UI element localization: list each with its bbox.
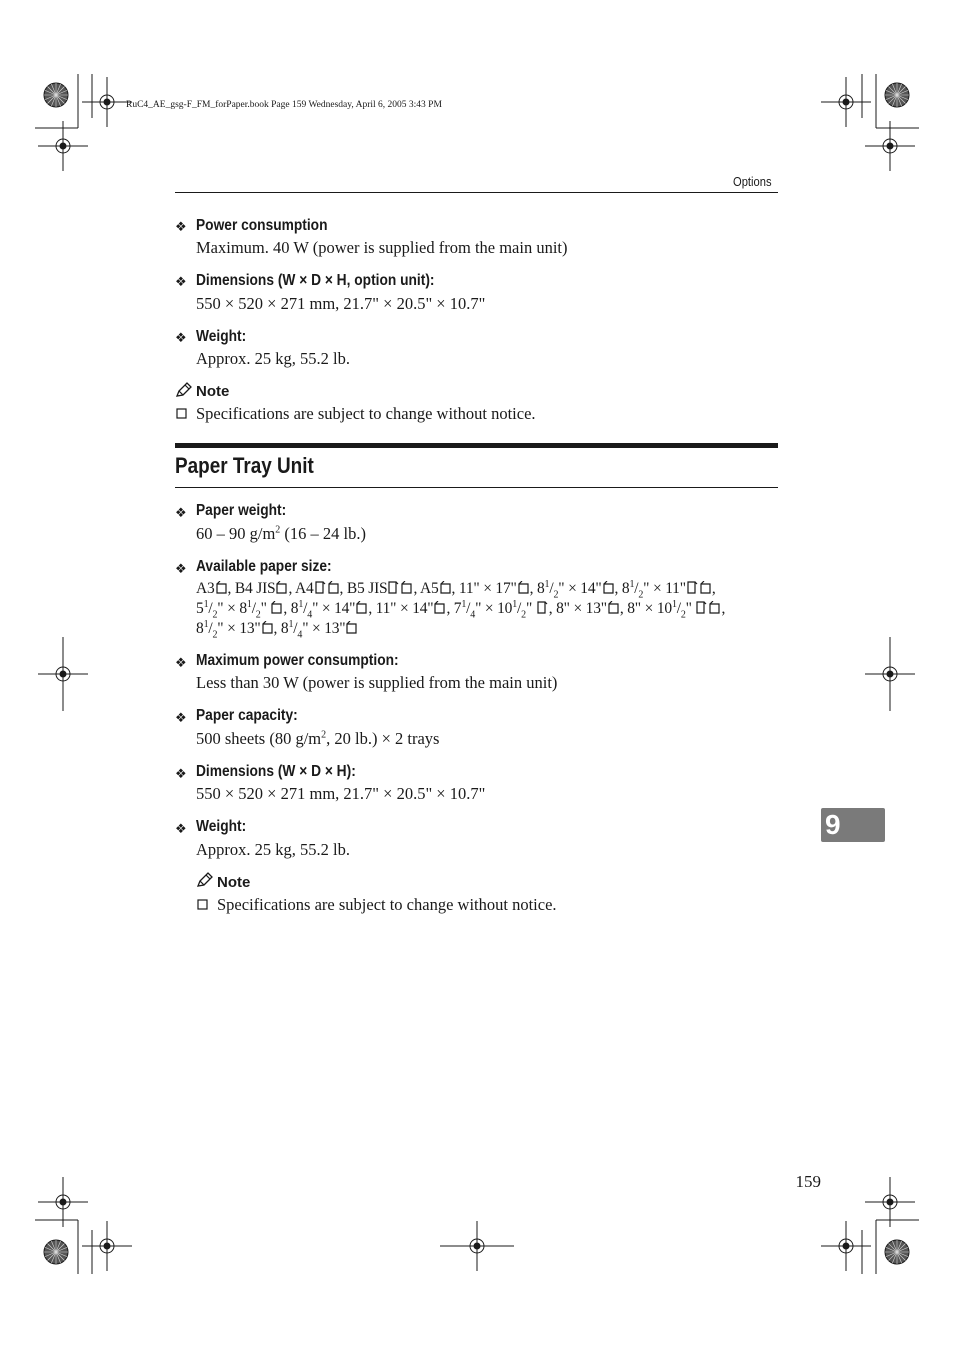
spec-value: 550 × 520 × 271 mm, 21.7" × 20.5" × 10.7" [196, 784, 486, 803]
diamond-bullet-icon: ❖ [175, 710, 187, 725]
paper-orientation-icon [709, 601, 720, 614]
diamond-bullet-icon: ❖ [175, 561, 187, 576]
section-rule [175, 443, 778, 448]
diamond-bullet-icon: ❖ [175, 219, 187, 234]
running-head: Options [733, 174, 772, 189]
paper-size-line: $8^1/_2$" × 13" , $8^1/_4$" × 13" [196, 619, 358, 640]
spec-value: Approx. 25 kg, 55.2 lb. [196, 349, 350, 368]
pencil-note-icon [175, 382, 193, 398]
spec-title: Weight: [196, 328, 247, 345]
paper-orientation-icon [328, 581, 339, 594]
page-number: 159 [795, 1172, 821, 1191]
spec-value: Approx. 25 kg, 55.2 lb. [196, 840, 350, 859]
paper-orientation-icon [216, 581, 227, 594]
paper-orientation-icon [440, 581, 451, 594]
registration-mark-icon [821, 1177, 919, 1274]
paper-orientation-icon [434, 601, 445, 614]
paper-orientation-icon [537, 601, 548, 614]
registration-mark-icon [35, 74, 132, 171]
paper-orientation-icon [518, 581, 529, 594]
paper-orientation-icon [696, 601, 707, 614]
registration-mark-icon [35, 1177, 132, 1274]
paper-orientation-icon [346, 621, 357, 634]
spec-title: Power consumption [196, 217, 328, 234]
paper-orientation-icon [388, 581, 399, 594]
paper-orientation-icon [315, 581, 326, 594]
spec-title: Dimensions (W × D × H, option unit): [196, 272, 435, 289]
paper-orientation-icon [262, 621, 273, 634]
paper-orientation-icon [603, 581, 614, 594]
paper-orientation-icon [687, 581, 698, 594]
spec-title: Paper weight: [196, 502, 287, 519]
paper-orientation-icon [700, 581, 711, 594]
paper-orientation-icon [401, 581, 412, 594]
diamond-bullet-icon: ❖ [175, 505, 187, 520]
paper-orientation-icon [276, 581, 287, 594]
spec-title: Dimensions (W × D × H): [196, 763, 356, 780]
diamond-bullet-icon: ❖ [175, 821, 187, 836]
diamond-bullet-icon: ❖ [175, 274, 187, 289]
diamond-bullet-icon: ❖ [175, 766, 187, 781]
spec-value: Maximum. 40 W (power is supplied from the main unit) [196, 238, 568, 257]
spec-value: Less than 30 W (power is supplied from the main unit) [196, 673, 558, 692]
note-text: Specifications are subject to change without notice. [196, 404, 536, 423]
chapter-tab [821, 808, 885, 842]
note-label: Note [196, 383, 230, 400]
header-rule [175, 192, 778, 193]
spec-title: Maximum power consumption: [196, 652, 399, 669]
spec-value: 500 sheets (80 $g/m^2$, 20 lb.) × 2 trays [196, 729, 440, 748]
section-rule [175, 487, 778, 488]
paper-orientation-icon [271, 601, 282, 614]
spec-title: Weight: [196, 818, 247, 835]
spec-value: 550 × 520 × 271 mm, 21.7" × 20.5" × 10.7" [196, 294, 486, 313]
checkbox-icon [197, 899, 209, 911]
note-label: Note [217, 874, 251, 891]
file-header: RuC4_AE_gsg-F_FM_forPaper.book Page 159 Wednesday, April 6, 2005 3:43 PM [126, 100, 442, 110]
paper-size-line: A3 , B4 JIS , A4 , B5 JIS , A5 , 11" × 17" , $8^1/_2$" × 14" , $8^1/_2$" × 11" , [196, 579, 716, 601]
spec-title: Paper capacity: [196, 707, 298, 724]
chapter-number: 9 [825, 809, 841, 840]
section-title: Paper Tray Unit [175, 453, 314, 478]
spec-title: Available paper size: [196, 558, 332, 575]
checkbox-icon [176, 408, 188, 420]
pencil-note-icon [196, 872, 214, 888]
paper-orientation-icon [608, 601, 619, 614]
paper-size-line: $5^1/_2$" × $8^1/_2$" , $8^1/_4$" × 14" , 11" × 14" , $7^1/_4$" × $10^1/_2$" , 8" × 13" , 8" × $10^1/_2$" , [196, 599, 726, 621]
spec-value: 60 – 90 $g/m^2$ (16 – 24 lb.) [196, 524, 366, 543]
paper-orientation-icon [356, 601, 367, 614]
note-text: Specifications are subject to change without notice. [217, 895, 557, 914]
diamond-bullet-icon: ❖ [175, 655, 187, 670]
registration-mark-icon [821, 74, 919, 171]
diamond-bullet-icon: ❖ [175, 330, 187, 345]
